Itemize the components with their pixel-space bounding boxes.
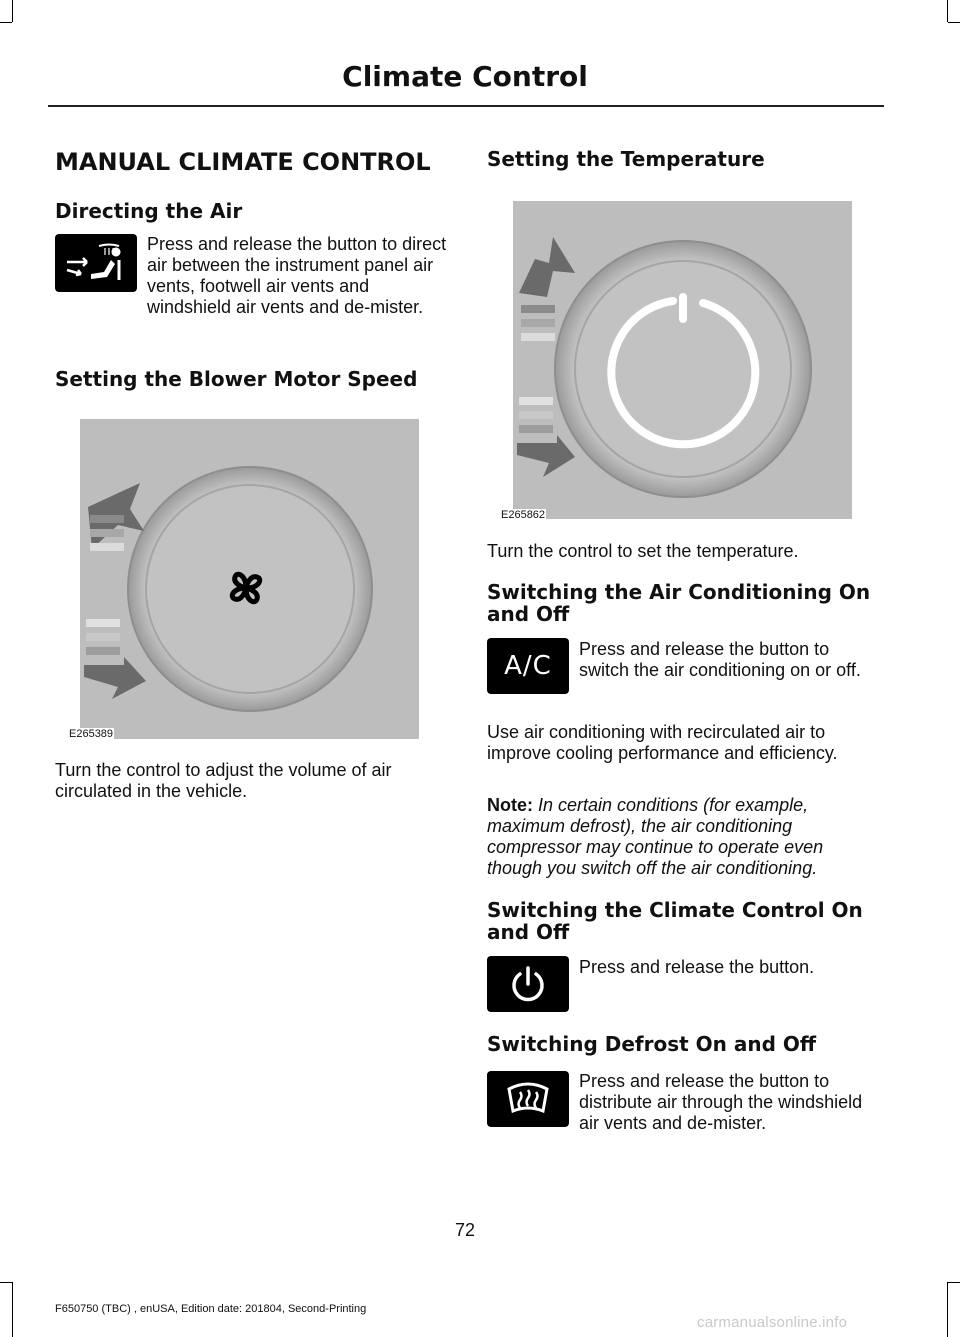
ac-note — [487, 795, 879, 879]
crop-mark — [0, 1282, 12, 1283]
climate-heading: Switching the Climate Control On and Off — [487, 898, 863, 944]
ac-text: Press and release the button to switch the air conditioning on or off. — [579, 639, 861, 680]
ac-button-icon — [487, 638, 569, 694]
crop-mark — [0, 22, 12, 23]
page-number: 72 — [454, 1220, 476, 1240]
note-text: In certain conditions (for example, maximum defrost), the air conditioning compressor may continue to operate even though you switch off the air conditioning. — [487, 795, 824, 878]
blower-figure — [80, 419, 419, 739]
blower-figure-code: E265389 — [69, 728, 114, 740]
ac-text-2: Use air conditioning with recirculated air to improve cooling performance and efficiency. — [487, 722, 838, 763]
footer-edition-info: F650750 (TBC) , enUSA, Edition date: 201804, Second-Printing — [55, 1303, 367, 1315]
crop-mark — [12, 0, 13, 22]
temperature-figure — [513, 201, 852, 519]
blower-text: Turn the control to adjust the volume of air circulated in the vehicle. — [55, 760, 392, 801]
climate-text: Press and release the button. — [579, 957, 815, 977]
temperature-text: Turn the control to set the temperature. — [487, 541, 799, 561]
icon-spacer — [487, 1071, 579, 1135]
ac-icon-label: A/C — [504, 651, 552, 681]
temperature-dial-illustration — [513, 201, 852, 519]
section-title: MANUAL CLIMATE CONTROL — [55, 148, 431, 176]
defrost-heading: Switching Defrost On and Off — [487, 1032, 817, 1056]
ac-heading: Switching the Air Conditioning On and Off — [487, 580, 871, 626]
fan-icon — [223, 565, 269, 611]
directing-air-text: Press and release the button to direct air between the instrument panel air vents, footwell air vents and windshield air vents and de-mister. — [55, 234, 447, 318]
note-label: Note: — [487, 795, 533, 815]
directing-air-heading: Directing the Air — [55, 199, 243, 223]
crop-mark — [948, 1282, 960, 1283]
blower-heading: Setting the Blower Motor Speed — [55, 367, 418, 391]
defrost-text: Press and release the button to distribute air through the windshield air vents and de-mister. — [487, 1071, 879, 1135]
crop-mark — [947, 0, 948, 22]
crop-mark — [948, 22, 960, 23]
temperature-figure-code: E265862 — [501, 509, 546, 521]
left-column — [55, 148, 447, 236]
watermark: carmanualsonline.info — [697, 1314, 848, 1331]
icon-spacer — [55, 234, 147, 298]
crop-mark — [12, 1282, 13, 1337]
crop-mark — [947, 1282, 948, 1337]
power-glyph — [508, 964, 548, 1004]
page-header-title: Climate Control — [342, 60, 588, 93]
power-icon — [487, 956, 569, 1012]
header-rule — [48, 105, 884, 107]
temperature-heading: Setting the Temperature — [487, 147, 765, 171]
